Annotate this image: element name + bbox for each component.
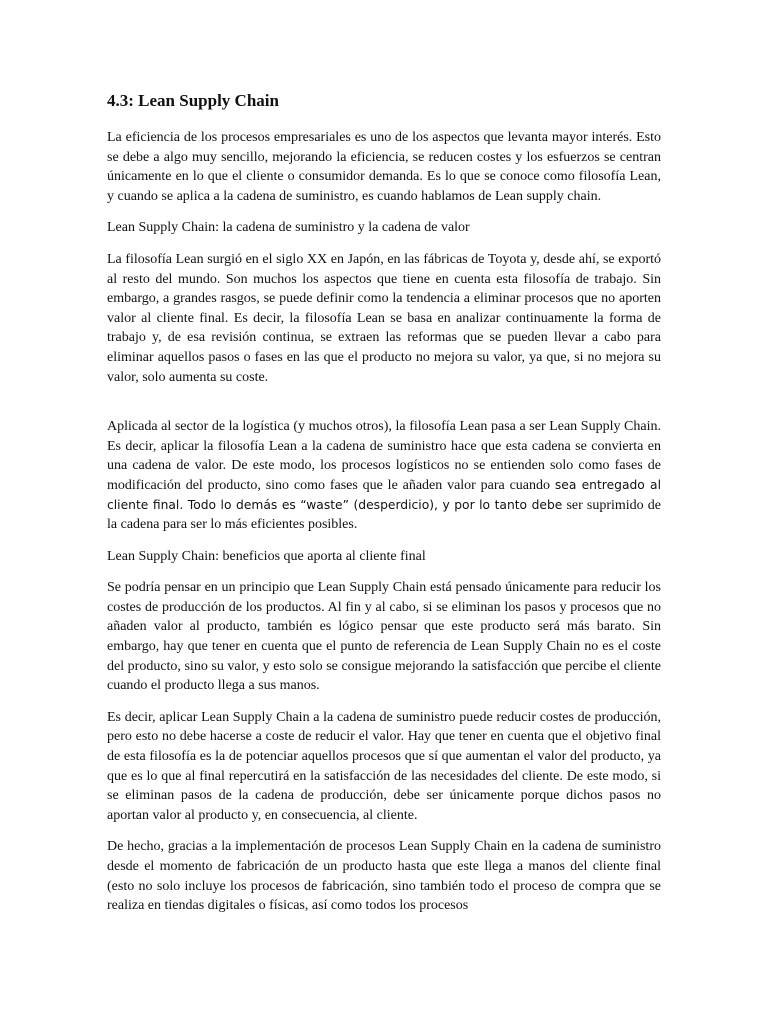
logistics-paragraph: [107, 417, 661, 535]
implementation-paragraph: De hecho, gracias a la implementación de procesos Lean Supply Chain en la cadena de suministro desde el momento de fabricación de un producto hasta que este llega a manos del cliente final (esto no solo incluye los procesos de fabricación, sino también todo el proceso de compra que se realiza en tiendas digitales o físicas, así como todos los procesos: [107, 839, 661, 914]
document-title: 4.3: Lean Supply Chain: [107, 91, 279, 110]
logistics-text-part1: Aplicada al sector de la logística (y muchos otros), la filosofía Lean pasa a ser Lean Supply Chain. Es decir, aplicar la filosofía Lean a la cadena de suministro hace que esta cadena se convierta en una cadena de valor. De este modo, los procesos logísticos no se entienden solo como fases de modificación del producto, sino como fases que le añaden valor para cuando: [107, 419, 661, 493]
logistics-text-part2: sea entregado al cliente final. Todo lo demás es “waste” (desperdicio), y por lo tanto debe: [107, 477, 661, 512]
document-page: [107, 90, 661, 928]
section-subtitle-value-chain: Lean Supply Chain: la cadena de suministro y la cadena de valor: [107, 220, 470, 236]
section-subtitle-benefits: Lean Supply Chain: beneficios que aporta al cliente final: [107, 548, 426, 564]
origin-paragraph: La filosofía Lean surgió en el siglo XX en Japón, en las fábricas de Toyota y, desde ahí, se exportó al resto del mundo. Son muchos los aspectos que tiene en cuenta esta filosofía de trabajo. Sin embargo, a grandes rasgos, se puede definir como la tendencia a eliminar procesos que no aporten valor al cliente final. Es decir, la filosofía Lean se basa en analizar continuamente la forma de trabajo y, de esa revisión continua, se extraen las reformas que se pueden llevar a cabo para eliminar aquellos pasos o fases en las que el producto no mejora su valor, ya que, si no mejora su valor, solo aumenta su coste.: [107, 251, 661, 385]
intro-paragraph: La eficiencia de los procesos empresariales es uno de los aspectos que levanta mayor interés. Esto se debe a algo muy sencillo, mejorando la eficiencia, se reducen costes y los esfuerzos se centran únicamente en lo que el cliente o consumidor demanda. Es lo que se conoce como filosofía Lean, y cuando se aplica a la cadena de suministro, es cuando hablamos de Lean supply chain.: [107, 130, 661, 204]
cost-value-paragraph: Es decir, aplicar Lean Supply Chain a la cadena de suministro puede reducir costes de producción, pero esto no debe hacerse a coste de reducir el valor. Hay que tener en cuenta que el objetivo final de esta filosofía es la de potenciar aquellos procesos que sí que aumentan el valor del producto, ya que es lo que al final repercutirá en la satisfacción de las necesidades del cliente. De este modo, si se eliminan pasos de la cadena de producción, debe ser únicamente porque dichos pasos no aportan valor al producto y, en consecuencia, al cliente.: [107, 709, 661, 823]
benefits-paragraph: Se podría pensar en un principio que Lean Supply Chain está pensado únicamente para reducir los costes de producción de los productos. Al fin y al cabo, si se eliminan los pasos y procesos que no añaden valor al producto, también es lógico pensar que este producto será más barato. Sin embargo, hay que tener en cuenta que el punto de referencia de Lean Supply Chain no es el coste del producto, sino su valor, y esto solo se consigue mejorando la satisfacción que percibe el cliente cuando el producto llega a sus manos.: [107, 580, 661, 694]
logistics-text-part3: ser suprimido de la cadena para ser lo más eficientes posibles.: [107, 497, 661, 533]
